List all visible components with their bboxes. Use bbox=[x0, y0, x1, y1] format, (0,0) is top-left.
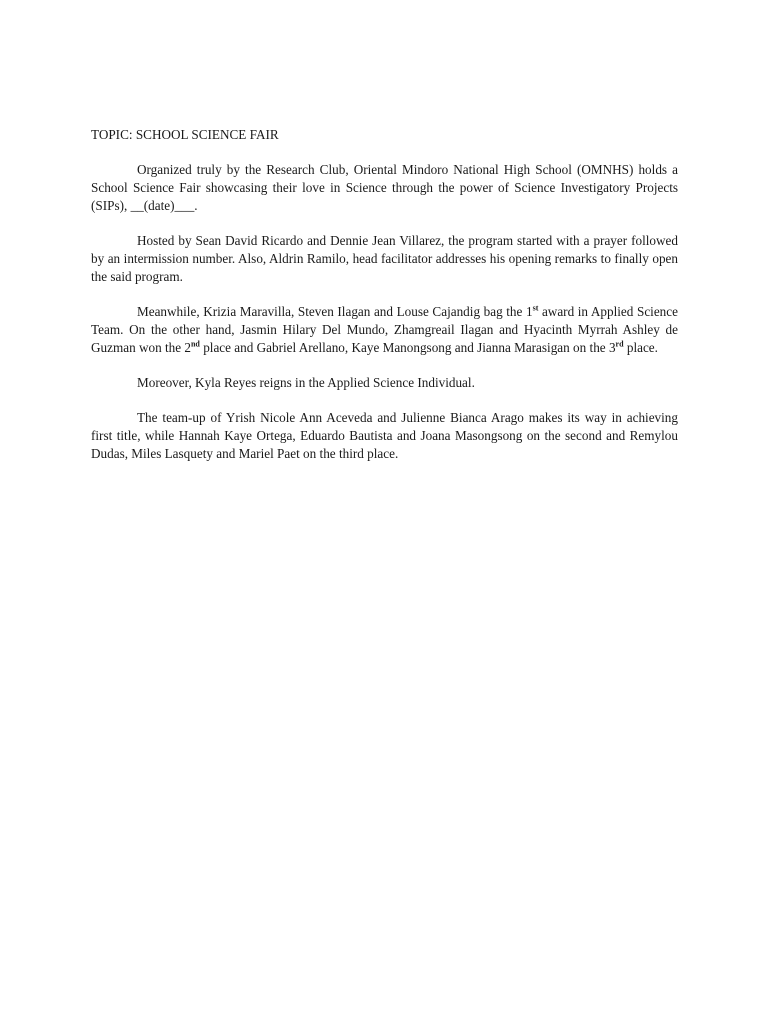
document-topic: TOPIC: SCHOOL SCIENCE FAIR bbox=[91, 127, 279, 142]
ordinal-superscript-third: rd bbox=[615, 339, 624, 349]
paragraph-organized: Organized truly by the Research Club, Oriental Mindoro National High School (OMNHS) holds a School Science Fair showcasing their love in Science through the power of Science Investigatory Projects (SIPs), __(date)___. bbox=[91, 162, 678, 213]
paragraph-winners-text-2: award in Applied Science Team. On the other hand, Jasmin Hilary Del Mundo, Zhamgreail Ilagan and Hyacinth Myrrah Ashley de Guzman won the 2 bbox=[91, 304, 678, 355]
paragraph-individual: Moreover, Kyla Reyes reigns in the Applied Science Individual. bbox=[137, 375, 475, 390]
ordinal-superscript-second: nd bbox=[190, 339, 200, 349]
paragraph-winners-team bbox=[91, 303, 678, 357]
paragraph-winners-text-4: place. bbox=[623, 340, 658, 355]
ordinal-superscript-first: st bbox=[532, 303, 539, 313]
paragraph-team-up: The team-up of Yrish Nicole Ann Aceveda and Julienne Bianca Arago makes its way in achieving first title, while Hannah Kaye Ortega, Eduardo Bautista and Joana Masongsong on the second and Remylou Dudas, Miles Lasquety and Mariel Paet on the third place. bbox=[91, 410, 678, 461]
paragraph-winners-text-3: place and Gabriel Arellano, Kaye Manongsong and Jianna Marasigan on the 3 bbox=[199, 340, 616, 355]
paragraph-hosted: Hosted by Sean David Ricardo and Dennie Jean Villarez, the program started with a prayer followed by an intermission number. Also, Aldrin Ramilo, head facilitator addresses his opening remarks to finally open the said program. bbox=[91, 233, 678, 284]
paragraph-winners-text-1: Meanwhile, Krizia Maravilla, Steven Ilagan and Louse Cajandig bag the 1 bbox=[137, 304, 533, 319]
document-page bbox=[91, 126, 678, 480]
